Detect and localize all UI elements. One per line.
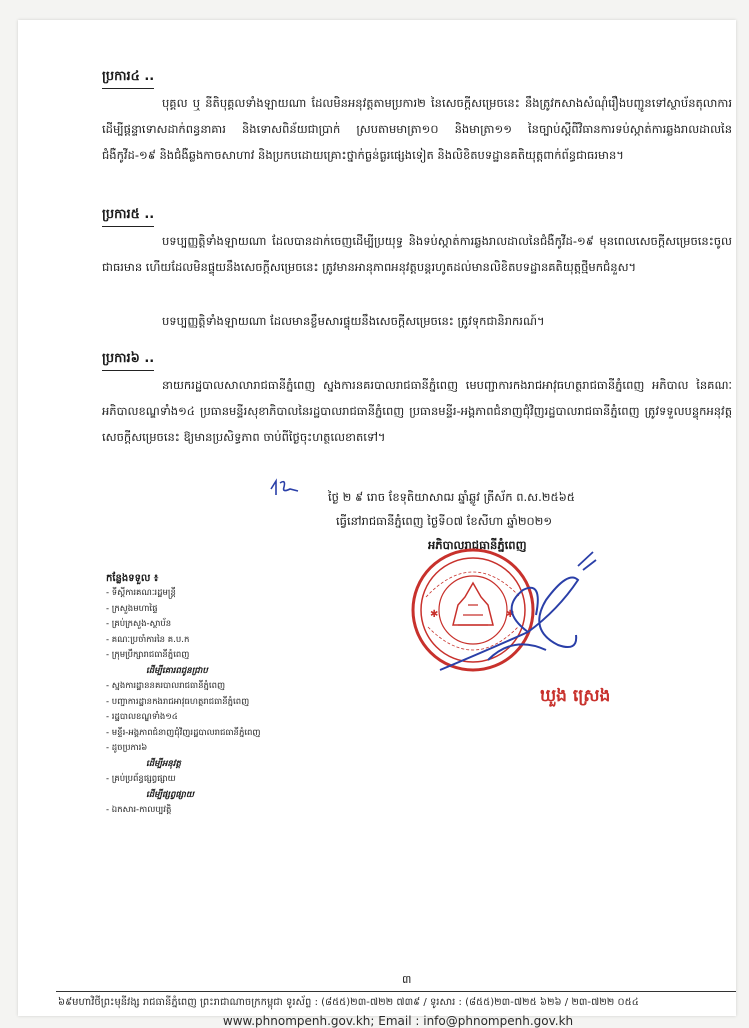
document-page (18, 20, 736, 1028)
cc-item: - ទីស្ដីការគណៈរដ្ឋមន្ត្រី (106, 586, 261, 602)
article-5-text-2: បទប្បញ្ញត្តិទាំងឡាយណា ដែលមានខ្លឹមសារផ្ទុយនឹងសេចក្ដីសម្រេចនេះ ត្រូវទុកជានិរាករណ៍។ (162, 314, 545, 328)
solar-date: ធ្វើនៅរាជធានីភ្នំពេញ ថ្ងៃទី០៧ ខែសីហា ឆ្នាំ២០២១ (336, 514, 553, 528)
lunar-date: ថ្ងៃ ២ ៩ រោច ខែទុតិយាសាឍ ឆ្នាំឆ្លូវ ត្រីស័ក ព.ស.២៥៦៥ (328, 490, 575, 504)
cc-item: - ឯកសារ-កាលប្បវត្តិ (106, 803, 261, 819)
cc-item: - ក្រុមប្រឹក្សារាជធានីភ្នំពេញ (106, 648, 261, 664)
footer-website: www.phnompenh.gov.kh; Email : info@phnompenh.gov.kh (222, 1014, 574, 1028)
cc-item: - គណៈប្រចាំការនៃ គ.ប.ក (106, 633, 261, 649)
cc-item: - បញ្ជាការដ្ឋានកងរាជអាវុធហត្ថរាជធានីភ្នំពេញ (106, 695, 261, 711)
cc-item: - រដ្ឋបាលខណ្ឌទាំង១៤ (106, 710, 261, 726)
cc-item: - ក្រសួងមហាផ្ទៃ (106, 602, 261, 618)
article-6-title: ប្រការ៦ .. (102, 350, 154, 371)
cc-item: - ដូចប្រការ៦ (106, 741, 261, 757)
cc-section-label: ដើម្បីផ្សព្វផ្សាយ (146, 789, 194, 800)
svg-text:✱: ✱ (506, 609, 515, 620)
signer-title: អភិបាលរាជធានីភ្នំពេញ (428, 538, 527, 552)
cc-list (106, 586, 261, 819)
cc-section-label: ដើម្បីអនុវត្ត (146, 758, 181, 769)
footer-divider (56, 991, 736, 992)
svg-text:✱: ✱ (430, 609, 439, 620)
cc-item: - គ្រប់ក្រសួង-ស្ថាប័ន (106, 617, 261, 633)
cc-item: - គ្រប់ប្រព័ន្ធផ្សព្វផ្សាយ (106, 772, 261, 788)
article-4-text: បុគ្គល ឬ នីតិបុគ្គលទាំងឡាយណា ដែលមិនអនុវត្តតាមប្រការ២ នៃសេចក្ដីសម្រេចនេះ នឹងត្រូវកសាងសំណុំរឿងបញ្ជូនទៅស្ថាប័នតុលាការ ដើម្បីផ្ដន្ទាទោសដាក់ពន្ធនាគារ និងទោសពិន័យជាប្រាក់ ស្របតាមមាត្រា១០ និងមាត្រា១១ នៃច្បាប់ស្ដីពីវិធានការទប់ស្កាត់ការឆ្លងរាលដាលនៃជំងឺកូវីដ-១៩ និងជំងឺឆ្លងកាចសាហាវ និងប្រកបដោយគ្រោះថ្នាក់ធ្ងន់ធ្ងរផ្សេងទៀត និងលិខិតបទដ្ឋានគតិយុត្តពាក់ព័ន្ធជាធរមាន។ (102, 96, 732, 162)
initials-mark (268, 477, 304, 499)
article-4-title: ប្រការ៤ .. (102, 68, 154, 89)
cc-title: កន្លែងទទួល ៖ (106, 573, 159, 584)
cc-section-label: ដើម្បីគោរពជូនជ្រាប (146, 665, 208, 676)
cc-item: - មន្ទីរ-អង្គភាពជំនាញជុំវិញរដ្ឋបាលរាជធានីភ្នំពេញ (106, 726, 261, 742)
signature (428, 540, 598, 680)
signer-name: ឃួង ស្រេង (540, 686, 611, 706)
page-number: ៣ (402, 973, 412, 986)
article-5-text-1: បទប្បញ្ញត្តិទាំងឡាយណា ដែលបានដាក់ចេញដើម្បីប្រយុទ្ធ និងទប់ស្កាត់ការឆ្លងរាលដាលនៃជំងឺកូវីដ-១៩ មុនពេលសេចក្ដីសម្រេចនេះចូលជាធរមាន ហើយដែលមិនផ្ទុយនឹងសេចក្ដីសម្រេចនេះ ត្រូវមានអានុភាពអនុវត្តបន្តរហូតដល់មានលិខិតបទដ្ឋានគតិយុត្តថ្មីមកជំនួស។ (102, 234, 732, 274)
footer-address: ៦៩មហាវិថីព្រះមុនីវង្ស រាជធានីភ្នំពេញ ព្រះរាជាណាចក្រកម្ពុជា ទូរស័ព្ទ : (៨៥៥)២៣-៧២២ ៧៣៩ / ទូរសារ : (៨៥៥)២៣-៧២៥ ៦២៦ / ២៣-៧២២ ០៥៤ (58, 997, 639, 1008)
cc-item: - ស្នងការដ្ឋាននគរបាលរាជធានីភ្នំពេញ (106, 679, 261, 695)
article-6-text: នាយករដ្ឋបាលសាលារាជធានីភ្នំពេញ ស្នងការនគរបាលរាជធានីភ្នំពេញ មេបញ្ជាការកងរាជអាវុធហត្ថរាជធានីភ្នំពេញ អភិបាល នៃគណៈអភិបាលខណ្ឌទាំង១៤ ប្រធានមន្ទីរសុខាភិបាលនៃរដ្ឋបាលរាជធានីភ្នំពេញ ប្រធានមន្ទីរ-អង្គភាពជំនាញជុំវិញរដ្ឋបាលរាជធានីភ្នំពេញ ត្រូវទទួលបន្ទុកអនុវត្តសេចក្ដីសម្រេចនេះ ឱ្យមានប្រសិទ្ធភាព ចាប់ពីថ្ងៃចុះហត្ថលេខាតទៅ។ (102, 378, 732, 444)
article-5-title: ប្រការ៥ .. (102, 206, 154, 227)
